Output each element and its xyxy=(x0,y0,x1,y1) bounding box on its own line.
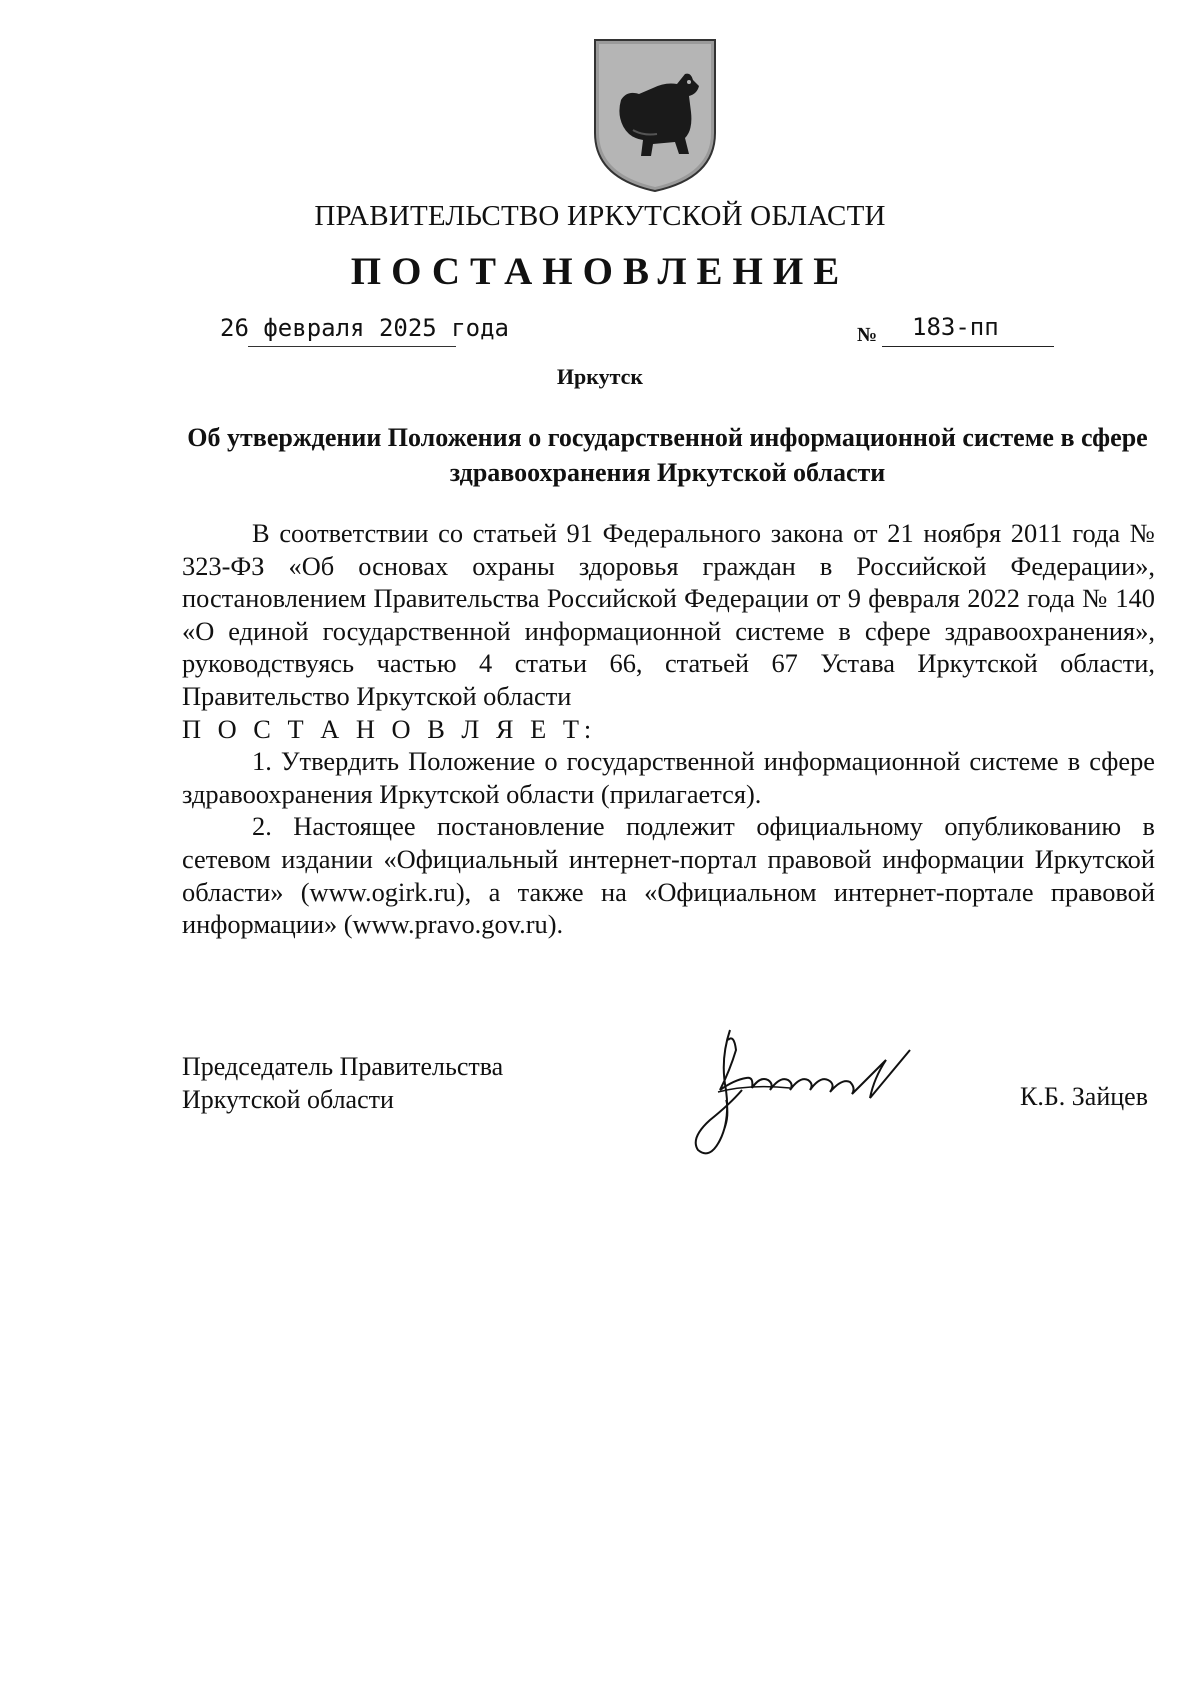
handwritten-signature xyxy=(690,1020,950,1170)
coat-of-arms-icon xyxy=(593,38,717,193)
signatory-position xyxy=(182,1050,503,1116)
document-body xyxy=(182,517,1155,941)
item-2-paragraph: 2. Настоящее постановление подлежит официальному опубликованию в сетевом издании «Официальный интернет-портал правовой информации Иркутской области» (www.ogirk.ru), а также на «Официальном интернет-портале правовой информации» (www.pravo.gov.ru). xyxy=(182,811,1155,940)
item-1-paragraph: 1. Утвердить Положение о государственной информационной системе в сфере здравоохранения Иркутской области (прилагается). xyxy=(182,746,1155,809)
preamble-paragraph: В соответствии со статьей 91 Федерального закона от 21 ноября 2011 года № 323-ФЗ «Об основах охраны здоровья граждан в Российской Федерации», постановлением Правительства Российской Федерации от 9 февраля 2022 года № 140 «О единой государственной информационной системе в сфере здравоохранения», руководствуясь частью 4 статьи 66, статьей 67 Устава Иркутской области, Правительство Иркутской области xyxy=(182,518,1155,711)
document-date: 26 февраля 2025 года xyxy=(220,314,509,342)
date-underline xyxy=(248,346,456,347)
government-name: ПРАВИТЕЛЬСТВО ИРКУТСКОЙ ОБЛАСТИ xyxy=(314,200,886,232)
document-city: Иркутск xyxy=(556,364,644,389)
signatory-name: К.Б. Зайцев xyxy=(1020,1082,1148,1111)
signatory-position-line-2: Иркутской области xyxy=(182,1085,394,1114)
document-number: 183-пп xyxy=(912,313,999,341)
number-underline xyxy=(882,346,1054,347)
number-sign: № xyxy=(857,324,878,346)
signatory-position-line-1: Председатель Правительства xyxy=(182,1052,504,1081)
document-type: ПОСТАНОВЛЕНИЕ xyxy=(350,250,850,293)
document-title: Об утверждении Положения о государственной информационной системе в сфере здравоохранения Иркутской области xyxy=(187,423,1148,487)
resolves-heading: П О С Т А Н О В Л Я Е Т: xyxy=(182,713,597,744)
